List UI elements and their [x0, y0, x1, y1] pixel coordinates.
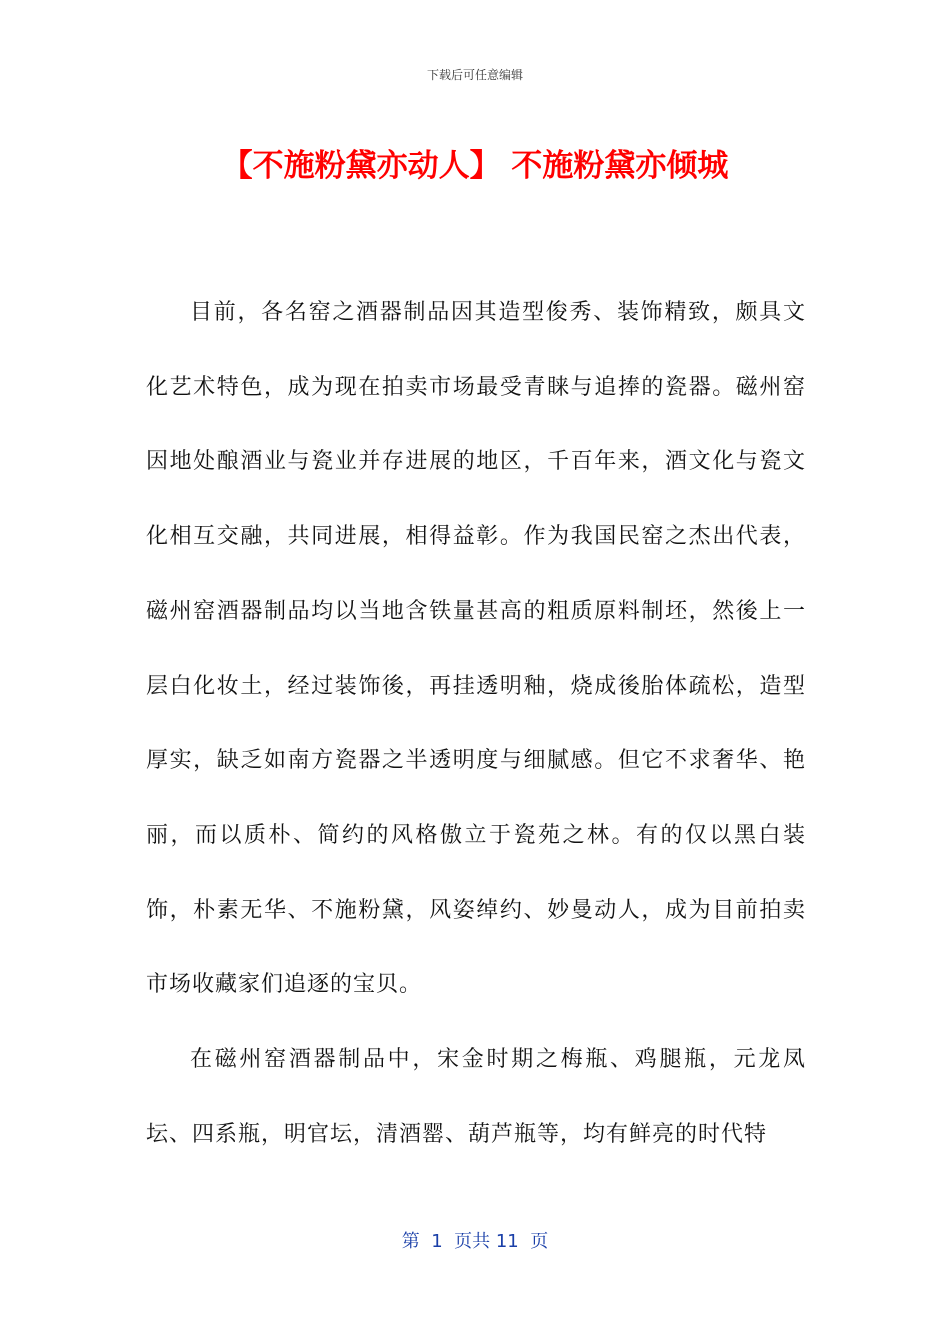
header-note: 下载后可任意编辑 — [426, 68, 523, 82]
page-number-footer: 第 1 页共 11 页 — [401, 1231, 549, 1252]
paragraph-1: 目前，各名窑之酒器制品因其造型俊秀、装饰精致，颇具文化艺术特色，成为现在拍卖市场最受青睐与追捧的瓷器。磁州窑因地处酿酒业与瓷业并存进展的地区，千百年来，酒文化与瓷文化相互交融，共同进展，相得益彰。作为我国民窑之杰出代表，磁州窑酒器制品均以当地含铁量甚高的粗质原料制坯，然後上一层白化妆土，经过装饰後，再挂透明釉，烧成後胎体疏松，造型厚实，缺乏如南方瓷器之半透明度与细腻感。但它不求奢华、艳丽，而以质朴、简约的风格傲立于瓷苑之林。有的仅以黑白装饰，朴素无华、不施粉黛，风姿绰约、妙曼动人，成为目前拍卖市场收藏家们追逐的宝贝。 — [146, 300, 806, 998]
document-body — [146, 276, 806, 1172]
paragraph-2: 在磁州窑酒器制品中，宋金时期之梅瓶、鸡腿瓶，元龙凤坛、四系瓶，明官坛，清酒罂、葫芦瓶等，均有鲜亮的时代特 — [146, 1047, 806, 1147]
document-title: 【不施粉黛亦动人】 不施粉黛亦倾城 — [221, 148, 729, 184]
